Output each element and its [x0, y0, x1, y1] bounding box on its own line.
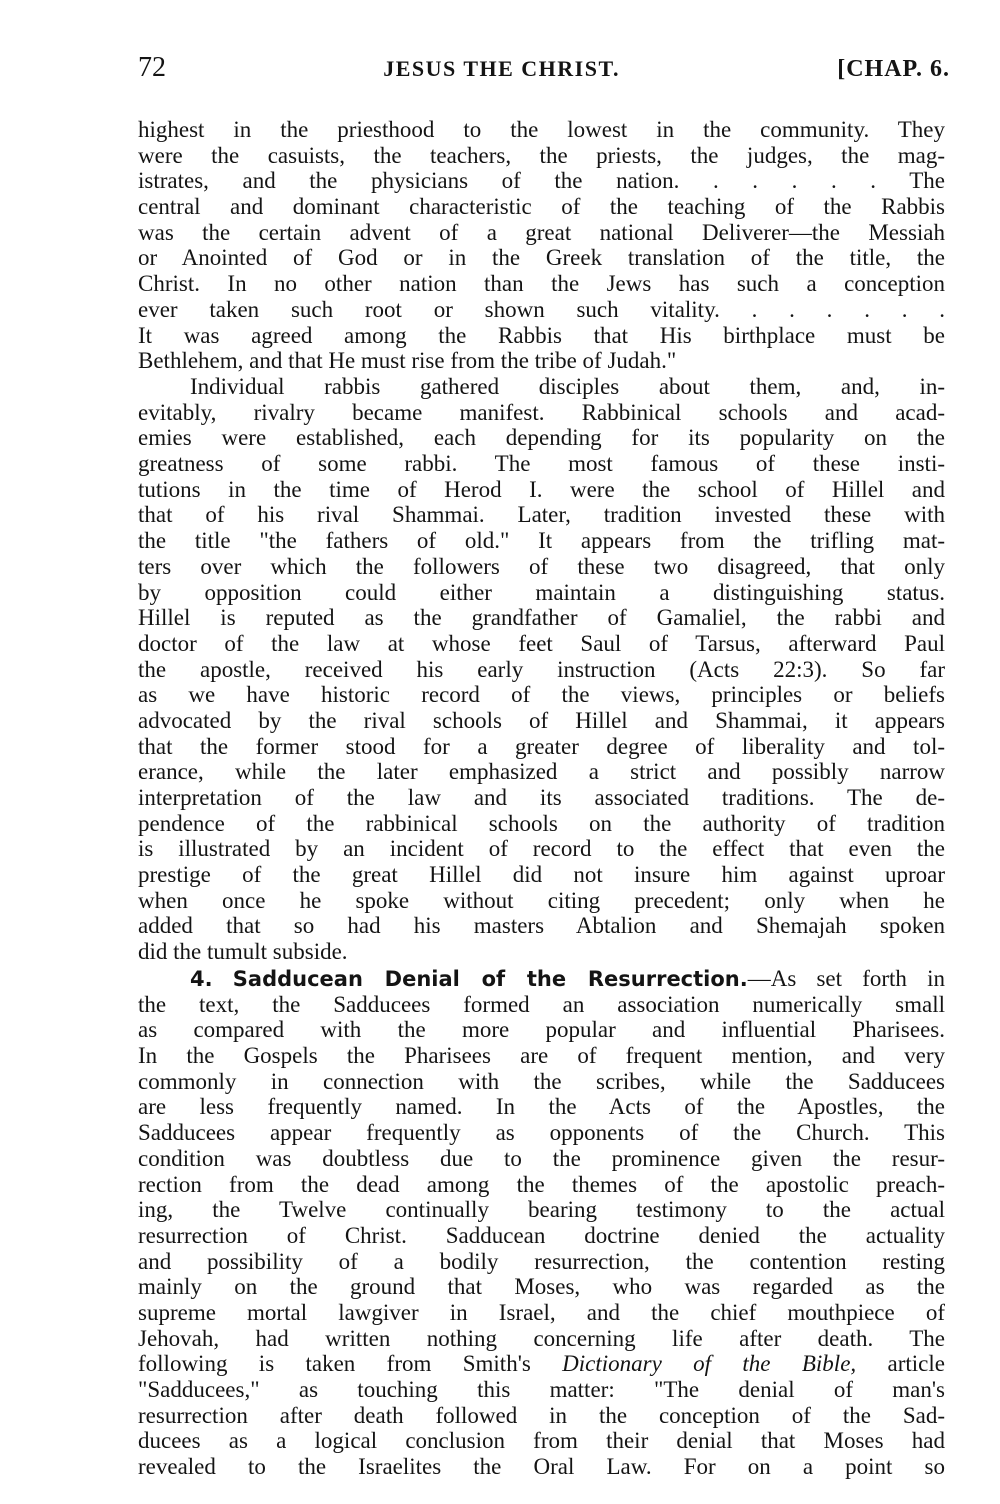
text-line: advocated by the rival schools of Hillel and Shammai, it appears: [138, 707, 945, 733]
text-line: added that so had his masters Abtalion and Shemajah spoken: [138, 913, 945, 939]
text-line: as compared with the more popular and influential Pharisees.: [138, 1017, 945, 1043]
book-title: Dictionary of the Bible,: [562, 1351, 857, 1377]
text-line: istrates, and the physicians of the nation. . . . . . The: [138, 168, 945, 194]
text-line: emies were established, each depending for its popularity on the: [138, 425, 945, 451]
text-line: pendence of the rabbinical schools on the authority of tradition: [138, 810, 945, 836]
text-line: rection from the dead among the themes of the apostolic preach-: [138, 1171, 945, 1197]
text-line: did the tumult subside.: [138, 939, 348, 965]
text-line: evitably, rivalry became manifest. Rabbinical schools and acad-: [138, 399, 945, 425]
text-line: greatness of some rabbi. The most famous of these insti-: [138, 451, 945, 477]
text-line: revealed to the Israelites the Oral Law. For on a point so: [138, 1454, 945, 1480]
text-line: was the certain advent of a great national Deliverer—the Messiah: [138, 219, 945, 245]
text-line: that of his rival Shammai. Later, tradition invested these with: [138, 502, 945, 528]
text-line: ever taken such root or shown such vitality. . . . . . .: [138, 296, 945, 322]
text-line: mainly on the ground that Moses, who was regarded as the: [138, 1274, 945, 1300]
text-line: "Sadducees," as touching this matter: "The denial of man's: [138, 1377, 945, 1402]
text-line: Hillel is reputed as the grandfather of Gamaliel, the rabbi and: [138, 605, 945, 631]
text-line: Bethlehem, and that He must rise from the tribe of Judah.": [138, 348, 677, 374]
text-line: Individual rabbis gathered disciples about them, and, in-: [190, 374, 945, 399]
text-line: when once he spoke without citing precedent; only when he: [138, 887, 945, 913]
running-title: JESUS THE CHRIST.: [383, 56, 621, 81]
text-line: the text, the Sadducees formed an association numerically small: [138, 991, 945, 1017]
text-line: interpretation of the law and its associated traditions. The de-: [138, 785, 945, 810]
section-heading: Sadducean Denial of the Resurrection.: [232, 967, 748, 991]
text-line: the apostle, received his early instruction (Acts 22:3). So far: [138, 656, 945, 682]
text-line: Sadducees appear frequently as opponents of the Church. This: [138, 1120, 945, 1146]
heading-line-text: —As set forth in: [747, 966, 945, 991]
text-line: In the Gospels the Pharisees are of frequent mention, and very: [138, 1043, 945, 1069]
text-line: Jehovah, had written nothing concerning life after death. The: [138, 1325, 945, 1351]
smith-reference-line: [138, 1351, 945, 1377]
paragraph-quote-continuation: [138, 117, 945, 374]
text-line: prestige of the great Hillel did not insure him against uproar: [138, 862, 945, 888]
paragraph-rabbinical-schools: [138, 374, 945, 965]
text-line: supreme mortal lawgiver in Israel, and the chief mouthpiece of: [138, 1299, 945, 1325]
text-line: commonly in connection with the scribes, while the Sadducees: [138, 1068, 945, 1094]
text-line: It was agreed among the Rabbis that His birthplace must be: [138, 322, 945, 348]
text-line: doctor of the law at whose feet Saul of Tarsus, afterward Paul: [138, 630, 945, 656]
text-line: central and dominant characteristic of the teaching of the Rabbis: [138, 194, 945, 220]
text-line: is illustrated by an incident of record to the effect that even the: [138, 836, 945, 862]
text-line: highest in the priesthood to the lowest in the community. They: [138, 117, 945, 142]
text-line: as we have historic record of the views, principles or beliefs: [138, 682, 945, 708]
text-span: following is taken from Smith's: [138, 1351, 563, 1377]
text-line: resurrection of Christ. Sadducean doctrine denied the actuality: [138, 1222, 945, 1248]
text-line: or Anointed of God or in the Greek translation of the title, the: [138, 245, 945, 271]
text-line: and possibility of a bodily resurrection, the contention resting: [138, 1248, 945, 1274]
section-sadducean-denial: [138, 966, 945, 1480]
page-number: 72: [138, 52, 166, 83]
text-line: erance, while the later emphasized a strict and possibly narrow: [138, 759, 945, 785]
text-line: resurrection after death followed in the conception of the Sad-: [138, 1402, 945, 1428]
section-heading-line: [138, 966, 945, 992]
text-line: tutions in the time of Herod I. were the school of Hillel and: [138, 476, 945, 502]
text-line: ters over which the followers of these two disagreed, that only: [138, 553, 945, 579]
text-line: are less frequently named. In the Acts of the Apostles, the: [138, 1094, 945, 1120]
running-header: [138, 52, 950, 92]
chapter-label: [CHAP. 6.: [837, 56, 950, 82]
text-line: that the former stood for a greater degree of liberality and tol-: [138, 733, 945, 759]
text-line: ing, the Twelve continually bearing testimony to the actual: [138, 1197, 945, 1223]
text-line: Christ. In no other nation than the Jews has such a conception: [138, 271, 945, 297]
text-line: were the casuists, the teachers, the priests, the judges, the mag-: [138, 142, 945, 168]
text-line: the title "the fathers of old." It appears from the trifling mat-: [138, 528, 945, 554]
text-line: ducees as a logical conclusion from their denial that Moses had: [138, 1428, 945, 1454]
text-line: condition was doubtless due to the prominence given the resur-: [138, 1145, 945, 1171]
text-span: article: [856, 1351, 945, 1377]
section-number: 4.: [190, 967, 213, 991]
text-line: by opposition could either maintain a distinguishing status.: [138, 579, 945, 605]
